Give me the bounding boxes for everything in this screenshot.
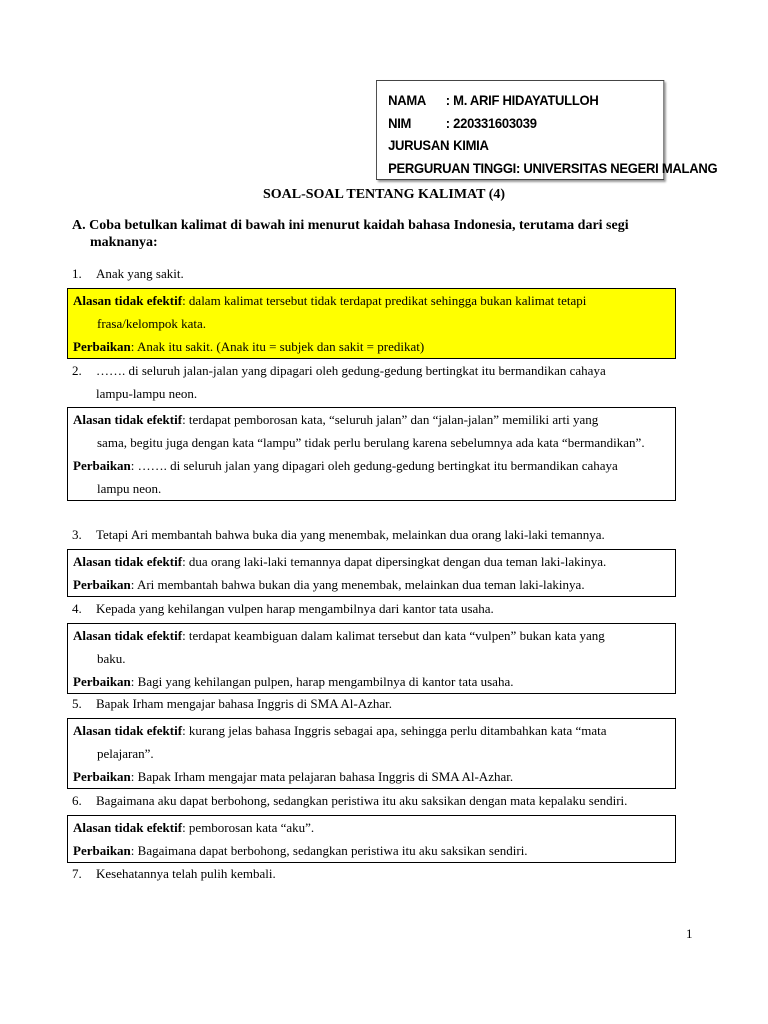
fix-text: : Bagaimana dapat berbohong, sedangkan peristiwa itu aku saksikan sendiri. (130, 843, 528, 858)
question-number: 7. (72, 866, 82, 881)
reason-text: : kurang jelas bahasa Inggris sebagai apa, sehingga perlu ditambahkan kata “mata (182, 723, 607, 738)
reason-paragraph (73, 550, 669, 573)
question-item-2 (72, 359, 692, 405)
page-title: SOAL-SOAL TENTANG KALIMAT (4) (262, 187, 506, 202)
reason-paragraph (73, 289, 669, 335)
question-item-7 (72, 862, 692, 885)
identity-value: : M. ARIF HIDAYATULLOH (445, 92, 599, 108)
instruction (72, 217, 672, 251)
fix-text: : Bagi yang kehilangan pulpen, harap mengambilnya di kantor tata usaha. (130, 674, 514, 689)
identity-row-jurusan (388, 134, 663, 157)
question-text: Kesehatannya telah pulih kembali. (96, 866, 276, 881)
page-number: 1 (686, 926, 693, 941)
fix-label: Perbaikan (73, 674, 131, 689)
identity-label: JURUSAN (388, 137, 450, 153)
reason-text-continued: pelajaran”. (97, 746, 154, 761)
reason-paragraph (73, 719, 669, 765)
reason-paragraph (73, 816, 669, 839)
answer-box-4 (67, 623, 676, 694)
reason-text: : terdapat pemborosan kata, “seluruh jalan” dan “jalan-jalan” memiliki arti yang (182, 412, 599, 427)
answer-box-1 (67, 288, 676, 359)
answer-box-2 (67, 407, 676, 501)
fix-label: Perbaikan (73, 843, 131, 858)
reason-text-continued: frasa/kelompok kata. (97, 316, 207, 331)
identity-label: NIM (388, 114, 412, 131)
identity-value: UNIVERSITAS NEGERI MALANG (523, 159, 718, 176)
question-number: 1. (72, 266, 82, 281)
reason-text-continued: sama, begitu juga dengan kata “lampu” tidak perlu berulang karena sebelumnya ada kata “bermandikan”. (97, 435, 645, 450)
fix-paragraph (73, 454, 669, 500)
fix-paragraph (73, 573, 669, 596)
fix-paragraph (73, 839, 669, 862)
fix-label: Perbaikan (73, 769, 131, 784)
question-number: 3. (72, 527, 82, 542)
identity-row-nim (388, 112, 663, 135)
question-item-6 (72, 789, 692, 812)
fix-text: : Anak itu sakit. (Anak itu = subjek dan sakit = predikat) (130, 339, 425, 354)
identity-value: : 220331603039 (445, 114, 537, 131)
fix-text: : ……. di seluruh jalan yang dipagari oleh gedung-gedung bertingkat itu bermandikan cahaya (130, 458, 618, 473)
fix-text: : Bapak Irham mengajar mata pelajaran bahasa Inggris di SMA Al-Azhar. (130, 769, 514, 784)
fix-text-continued: lampu neon. (97, 481, 162, 496)
question-text-continued: lampu-lampu neon. (96, 386, 198, 401)
fix-paragraph (73, 335, 669, 358)
question-number: 2. (72, 363, 82, 378)
instruction-line: A. Coba betulkan kalimat di bawah ini menurut kaidah bahasa Indonesia, terutama dari segi (72, 218, 629, 233)
reason-label: Alasan tidak efektif (73, 554, 183, 569)
question-item-4 (72, 597, 692, 620)
question-text: Bagaimana aku dapat berbohong, sedangkan peristiwa itu aku saksikan dengan mata kepalaku sendiri. (96, 793, 628, 808)
reason-label: Alasan tidak efektif (73, 412, 183, 427)
identity-box (376, 80, 718, 180)
reason-label: Alasan tidak efektif (73, 293, 183, 308)
question-text: ……. di seluruh jalan-jalan yang dipagari oleh gedung-gedung bertingkat itu bermandikan cahaya (96, 363, 606, 378)
identity-label: PERGURUAN TINGGI: (388, 159, 521, 176)
question-item-3 (72, 523, 692, 546)
fix-text: : Ari membantah bahwa bukan dia yang menembak, melainkan dua teman laki-lakinya. (130, 577, 585, 592)
question-text: Anak yang sakit. (96, 266, 184, 281)
question-item-5 (72, 692, 692, 715)
identity-label: NAMA (388, 92, 427, 108)
question-text: Kepada yang kehilangan vulpen harap mengambilnya dari kantor tata usaha. (96, 601, 494, 616)
question-number: 4. (72, 601, 82, 616)
fix-label: Perbaikan (73, 458, 131, 473)
fix-label: Perbaikan (73, 339, 131, 354)
question-text: Bapak Irham mengajar bahasa Inggris di SMA Al-Azhar. (96, 696, 393, 711)
reason-label: Alasan tidak efektif (73, 723, 183, 738)
question-number: 6. (72, 793, 82, 808)
answer-box-3 (67, 549, 676, 597)
reason-text: : dua orang laki-laki temannya dapat dipersingkat dengan dua teman laki-lakinya. (182, 554, 607, 569)
reason-paragraph (73, 624, 669, 670)
identity-row-university (388, 157, 718, 180)
reason-label: Alasan tidak efektif (73, 628, 183, 643)
identity-value: : KIMIA (445, 137, 489, 153)
reason-label: Alasan tidak efektif (73, 820, 183, 835)
answer-box-5 (67, 718, 676, 789)
answer-box-6 (67, 815, 676, 863)
question-number: 5. (72, 696, 82, 711)
reason-text: : terdapat keambiguan dalam kalimat tersebut dan kata “vulpen” bukan kata yang (182, 628, 605, 643)
fix-paragraph (73, 670, 669, 693)
question-text: Tetapi Ari membantah bahwa buka dia yang menembak, melainkan dua orang laki-laki temannya. (96, 527, 605, 542)
reason-text: : dalam kalimat tersebut tidak terdapat predikat sehingga bukan kalimat tetapi (182, 293, 587, 308)
fix-label: Perbaikan (73, 577, 131, 592)
reason-paragraph (73, 408, 669, 454)
identity-row-name (388, 89, 663, 112)
question-item-1 (72, 262, 692, 285)
reason-text-continued: baku. (97, 651, 126, 666)
reason-text: : pemborosan kata “aku”. (182, 820, 315, 835)
fix-paragraph (73, 765, 669, 788)
instruction-line: maknanya: (90, 235, 158, 250)
